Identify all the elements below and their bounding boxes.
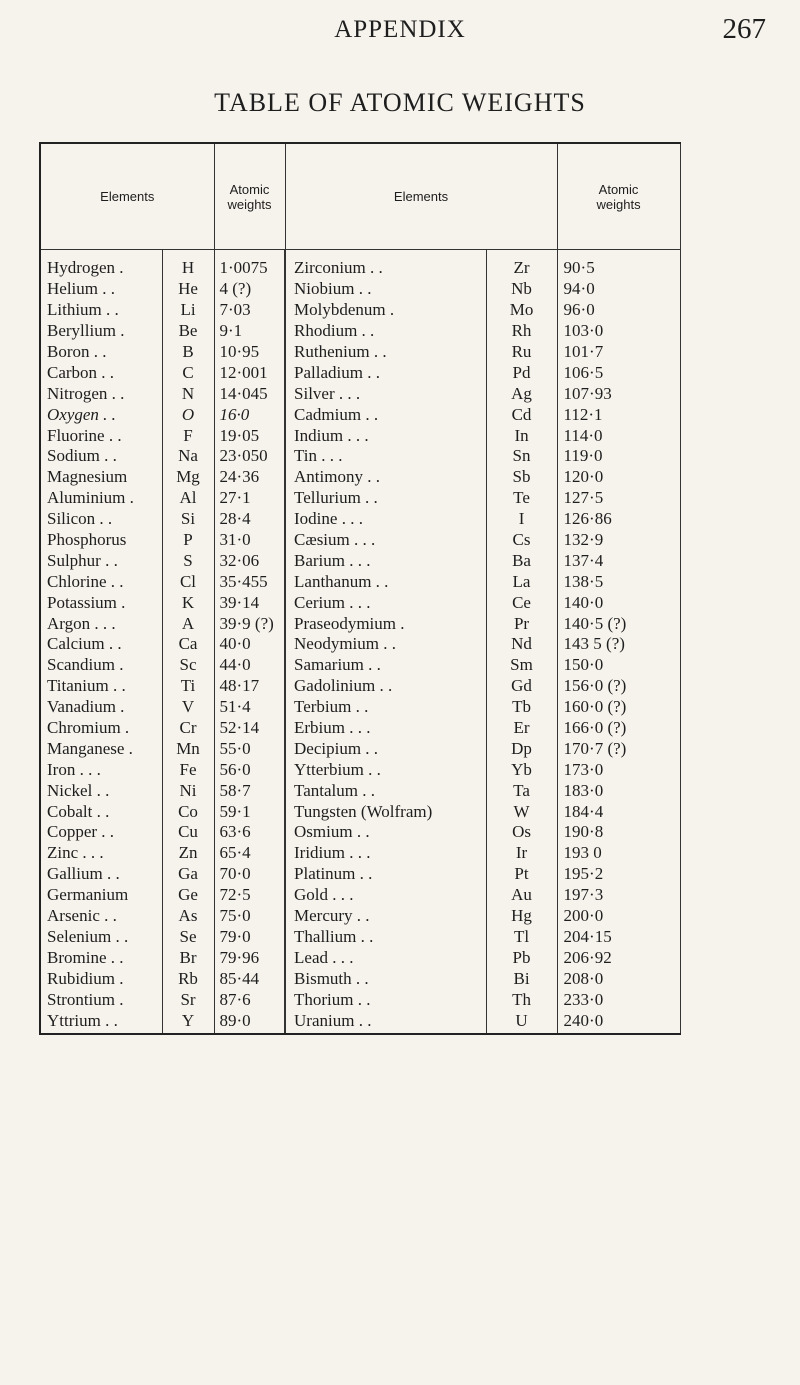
element-symbol: Sb <box>486 467 557 488</box>
element-name: Titanium . . <box>40 676 162 697</box>
atomic-weight: 14·045 <box>214 383 285 404</box>
element-name: Lanthanum . . <box>285 571 486 592</box>
element-symbol: Sc <box>162 655 214 676</box>
atomic-weight: 137·4 <box>557 550 680 571</box>
element-name: Silver . . . <box>285 383 486 404</box>
atomic-weight: 9·1 <box>214 321 285 342</box>
table-row <box>40 885 680 906</box>
element-name: Lead . . . <box>285 947 486 968</box>
element-name: Zinc . . . <box>40 843 162 864</box>
element-name: Potassium . <box>40 592 162 613</box>
element-symbol: Hg <box>486 906 557 927</box>
table-row <box>40 822 680 843</box>
atomic-weight: 56·0 <box>214 759 285 780</box>
element-name: Barium . . . <box>285 550 486 571</box>
element-symbol: La <box>486 571 557 592</box>
element-name: Chromium . <box>40 718 162 739</box>
element-name: Selenium . . <box>40 927 162 948</box>
atomic-weight: 173·0 <box>557 759 680 780</box>
atomic-weight: 140·5 (?) <box>557 613 680 634</box>
table-row <box>40 321 680 342</box>
element-symbol: B <box>162 342 214 363</box>
atomic-weight: 114·0 <box>557 425 680 446</box>
element-symbol: In <box>486 425 557 446</box>
table-row <box>40 697 680 718</box>
table-row <box>40 300 680 321</box>
element-symbol: Ca <box>162 634 214 655</box>
element-name: Palladium . . <box>285 362 486 383</box>
element-name: Iridium . . . <box>285 843 486 864</box>
element-symbol: S <box>162 550 214 571</box>
element-name: Decipium . . <box>285 738 486 759</box>
atomic-weight: 96·0 <box>557 300 680 321</box>
atomic-weight: 200·0 <box>557 906 680 927</box>
page-number: 267 <box>722 13 766 45</box>
atomic-weight: 63·6 <box>214 822 285 843</box>
element-symbol: Ce <box>486 592 557 613</box>
table-row <box>40 613 680 634</box>
atomic-weight: 90·5 <box>557 250 680 279</box>
table-row <box>40 383 680 404</box>
element-symbol: Mn <box>162 738 214 759</box>
atomic-weight: 89·0 <box>214 1010 285 1034</box>
atomic-weight: 138·5 <box>557 571 680 592</box>
table-row <box>40 655 680 676</box>
table-row <box>40 676 680 697</box>
element-name: Nickel . . <box>40 780 162 801</box>
element-symbol: A <box>162 613 214 634</box>
table-row <box>40 342 680 363</box>
element-symbol: Te <box>486 488 557 509</box>
table-row <box>40 279 680 300</box>
table-row <box>40 467 680 488</box>
table-row <box>40 801 680 822</box>
element-symbol: As <box>162 906 214 927</box>
element-name: Lithium . . <box>40 300 162 321</box>
element-name: Thorium . . <box>285 989 486 1010</box>
element-name: Thallium . . <box>285 927 486 948</box>
atomic-weight: 183·0 <box>557 780 680 801</box>
element-name: Phosphorus <box>40 530 162 551</box>
element-name: Cæsium . . . <box>285 530 486 551</box>
page-header <box>0 13 800 56</box>
element-name: Mercury . . <box>285 906 486 927</box>
element-symbol: F <box>162 425 214 446</box>
atomic-weight: 106·5 <box>557 362 680 383</box>
table-title: TABLE OF ATOMIC WEIGHTS <box>214 88 586 117</box>
atomic-weight: 40·0 <box>214 634 285 655</box>
table-row <box>40 947 680 968</box>
element-symbol: Si <box>162 509 214 530</box>
table-row <box>40 509 680 530</box>
element-name: Uranium . . <box>285 1010 486 1034</box>
atomic-weight: 140·0 <box>557 592 680 613</box>
atomic-weight: 48·17 <box>214 676 285 697</box>
header-elements-left: Elements <box>40 143 214 250</box>
element-symbol: Au <box>486 885 557 906</box>
element-name: Carbon . . <box>40 362 162 383</box>
element-name: Silicon . . <box>40 509 162 530</box>
atomic-weight: 166·0 (?) <box>557 718 680 739</box>
element-name: Bismuth . . <box>285 968 486 989</box>
atomic-weight: 103·0 <box>557 321 680 342</box>
element-name: Strontium . <box>40 989 162 1010</box>
atomic-weight: 126·86 <box>557 509 680 530</box>
element-symbol: Os <box>486 822 557 843</box>
atomic-weight: 27·1 <box>214 488 285 509</box>
atomic-weight: 24·36 <box>214 467 285 488</box>
element-name: Helium . . <box>40 279 162 300</box>
element-name: Tungsten (Wolfram) <box>285 801 486 822</box>
element-name: Rubidium . <box>40 968 162 989</box>
table-row <box>40 250 680 279</box>
element-name: Gold . . . <box>285 885 486 906</box>
element-symbol: I <box>486 509 557 530</box>
atomic-weight: 16·0 <box>214 404 285 425</box>
element-symbol: Ge <box>162 885 214 906</box>
element-symbol: Se <box>162 927 214 948</box>
element-symbol: Yb <box>486 759 557 780</box>
element-name: Tantalum . . <box>285 780 486 801</box>
element-symbol: Mo <box>486 300 557 321</box>
element-symbol: Ru <box>486 342 557 363</box>
table-row <box>40 989 680 1010</box>
atomic-weight: 35·455 <box>214 571 285 592</box>
atomic-weights-table <box>39 142 681 1035</box>
table-row <box>40 446 680 467</box>
element-name: Calcium . . <box>40 634 162 655</box>
element-name: Magnesium <box>40 467 162 488</box>
element-symbol: Ba <box>486 550 557 571</box>
atomic-weight: 156·0 (?) <box>557 676 680 697</box>
element-symbol: Ir <box>486 843 557 864</box>
element-name: Vanadium . <box>40 697 162 718</box>
atomic-weight: 12·001 <box>214 362 285 383</box>
atomic-weight: 204·15 <box>557 927 680 948</box>
table-row <box>40 530 680 551</box>
header-elements-right: Elements <box>285 143 557 250</box>
element-symbol: Mg <box>162 467 214 488</box>
atomic-weight: 197·3 <box>557 885 680 906</box>
element-symbol: Tb <box>486 697 557 718</box>
element-name: Iron . . . <box>40 759 162 780</box>
element-symbol: Y <box>162 1010 214 1034</box>
element-symbol: Zr <box>486 250 557 279</box>
atomic-weight: 1·0075 <box>214 250 285 279</box>
atomic-weight: 59·1 <box>214 801 285 822</box>
element-symbol: Rb <box>162 968 214 989</box>
table-row <box>40 362 680 383</box>
atomic-weight: 32·06 <box>214 550 285 571</box>
element-symbol: C <box>162 362 214 383</box>
atomic-weight: 195·2 <box>557 864 680 885</box>
element-symbol: Pt <box>486 864 557 885</box>
atomic-weight: 94·0 <box>557 279 680 300</box>
atomic-weight: 39·14 <box>214 592 285 613</box>
atomic-weight: 75·0 <box>214 906 285 927</box>
element-name: Germanium <box>40 885 162 906</box>
running-header: APPENDIX <box>334 16 466 43</box>
atomic-weight: 10·95 <box>214 342 285 363</box>
element-symbol: N <box>162 383 214 404</box>
table-row <box>40 718 680 739</box>
atomic-weight: 112·1 <box>557 404 680 425</box>
atomic-weight: 31·0 <box>214 530 285 551</box>
element-symbol: Sm <box>486 655 557 676</box>
element-symbol: Be <box>162 321 214 342</box>
atomic-weight: 19·05 <box>214 425 285 446</box>
element-name: Hydrogen . <box>40 250 162 279</box>
atomic-weight: 58·7 <box>214 780 285 801</box>
table-row <box>40 759 680 780</box>
header-weights-right: Atomic weights <box>557 143 680 250</box>
element-symbol: Al <box>162 488 214 509</box>
element-symbol: Rh <box>486 321 557 342</box>
element-symbol: Nd <box>486 634 557 655</box>
atomic-weight: 70·0 <box>214 864 285 885</box>
atomic-weight: 233·0 <box>557 989 680 1010</box>
element-name: Boron . . <box>40 342 162 363</box>
element-symbol: O <box>162 404 214 425</box>
atomic-weight: 160·0 (?) <box>557 697 680 718</box>
atomic-weight: 120·0 <box>557 467 680 488</box>
element-symbol: Li <box>162 300 214 321</box>
element-symbol: Pb <box>486 947 557 968</box>
element-symbol: Th <box>486 989 557 1010</box>
element-name: Beryllium . <box>40 321 162 342</box>
table-row <box>40 571 680 592</box>
table-row <box>40 634 680 655</box>
element-symbol: Gd <box>486 676 557 697</box>
atomic-weight: 87·6 <box>214 989 285 1010</box>
atomic-weight: 65·4 <box>214 843 285 864</box>
element-symbol: Sn <box>486 446 557 467</box>
element-symbol: Br <box>162 947 214 968</box>
element-name: Osmium . . <box>285 822 486 843</box>
atomic-weight: 7·03 <box>214 300 285 321</box>
atomic-weight: 51·4 <box>214 697 285 718</box>
element-symbol: Bi <box>486 968 557 989</box>
element-name: Erbium . . . <box>285 718 486 739</box>
table-row <box>40 550 680 571</box>
atomic-weight: 190·8 <box>557 822 680 843</box>
table-row <box>40 864 680 885</box>
element-name: Gadolinium . . <box>285 676 486 697</box>
element-name: Manganese . <box>40 738 162 759</box>
element-symbol: Cl <box>162 571 214 592</box>
element-name: Scandium . <box>40 655 162 676</box>
element-symbol: Ni <box>162 780 214 801</box>
element-name: Ytterbium . . <box>285 759 486 780</box>
element-name: Cadmium . . <box>285 404 486 425</box>
element-name: Iodine . . . <box>285 509 486 530</box>
table-row <box>40 592 680 613</box>
element-name: Neodymium . . <box>285 634 486 655</box>
element-name: Indium . . . <box>285 425 486 446</box>
element-name: Gallium . . <box>40 864 162 885</box>
table-row <box>40 843 680 864</box>
atomic-weight: 72·5 <box>214 885 285 906</box>
element-name: Tellurium . . <box>285 488 486 509</box>
element-symbol: Nb <box>486 279 557 300</box>
element-symbol: Er <box>486 718 557 739</box>
element-name: Sulphur . . <box>40 550 162 571</box>
element-symbol: Pd <box>486 362 557 383</box>
element-name: Ruthenium . . <box>285 342 486 363</box>
element-symbol: He <box>162 279 214 300</box>
atomic-weight: 28·4 <box>214 509 285 530</box>
element-name: Argon . . . <box>40 613 162 634</box>
element-name: Arsenic . . <box>40 906 162 927</box>
table-row <box>40 425 680 446</box>
element-name: Niobium . . <box>285 279 486 300</box>
element-symbol: K <box>162 592 214 613</box>
element-symbol: Sr <box>162 989 214 1010</box>
table-header-row <box>40 143 680 250</box>
table-row <box>40 738 680 759</box>
element-symbol: Tl <box>486 927 557 948</box>
element-name: Samarium . . <box>285 655 486 676</box>
element-symbol: Co <box>162 801 214 822</box>
element-symbol: Ta <box>486 780 557 801</box>
element-name: Molybdenum . <box>285 300 486 321</box>
table-row <box>40 1010 680 1034</box>
element-symbol: W <box>486 801 557 822</box>
element-name: Platinum . . <box>285 864 486 885</box>
element-name: Praseodymium . <box>285 613 486 634</box>
element-symbol: Fe <box>162 759 214 780</box>
atomic-weight: 184·4 <box>557 801 680 822</box>
element-symbol: U <box>486 1010 557 1034</box>
element-symbol: Cs <box>486 530 557 551</box>
header-weights-left: Atomic weights <box>214 143 285 250</box>
element-name: Zirconium . . <box>285 250 486 279</box>
element-name: Terbium . . <box>285 697 486 718</box>
atomic-weight: 193 0 <box>557 843 680 864</box>
element-symbol: Na <box>162 446 214 467</box>
element-name: Copper . . <box>40 822 162 843</box>
element-symbol: Dp <box>486 738 557 759</box>
element-name: Yttrium . . <box>40 1010 162 1034</box>
atomic-weight: 143 5 (?) <box>557 634 680 655</box>
element-symbol: Cd <box>486 404 557 425</box>
element-name: Aluminium . <box>40 488 162 509</box>
table-row <box>40 968 680 989</box>
atomic-weight: 52·14 <box>214 718 285 739</box>
table-row <box>40 780 680 801</box>
element-symbol: Ga <box>162 864 214 885</box>
element-name: Fluorine . . <box>40 425 162 446</box>
element-name: Rhodium . . <box>285 321 486 342</box>
element-symbol: H <box>162 250 214 279</box>
element-symbol: Cu <box>162 822 214 843</box>
atomic-weight: 127·5 <box>557 488 680 509</box>
element-name: Oxygen . . <box>40 404 162 425</box>
element-name: Sodium . . <box>40 446 162 467</box>
table-body <box>40 250 680 1034</box>
atomic-weight: 4 (?) <box>214 279 285 300</box>
element-symbol: Zn <box>162 843 214 864</box>
element-name: Bromine . . <box>40 947 162 968</box>
atomic-weight: 150·0 <box>557 655 680 676</box>
atomic-weight: 79·96 <box>214 947 285 968</box>
atomic-weight: 240·0 <box>557 1010 680 1034</box>
atomic-weight: 206·92 <box>557 947 680 968</box>
atomic-weight: 79·0 <box>214 927 285 948</box>
table-row <box>40 906 680 927</box>
element-symbol: Ag <box>486 383 557 404</box>
atomic-weight: 119·0 <box>557 446 680 467</box>
element-name: Tin . . . <box>285 446 486 467</box>
atomic-weight: 55·0 <box>214 738 285 759</box>
atomic-weight: 44·0 <box>214 655 285 676</box>
element-symbol: V <box>162 697 214 718</box>
table-row <box>40 488 680 509</box>
element-name: Nitrogen . . <box>40 383 162 404</box>
element-name: Cobalt . . <box>40 801 162 822</box>
table-row <box>40 404 680 425</box>
element-name: Antimony . . <box>285 467 486 488</box>
element-symbol: Cr <box>162 718 214 739</box>
atomic-weight: 170·7 (?) <box>557 738 680 759</box>
element-name: Cerium . . . <box>285 592 486 613</box>
atomic-weight: 132·9 <box>557 530 680 551</box>
atomic-weight: 107·93 <box>557 383 680 404</box>
atomic-weight: 101·7 <box>557 342 680 363</box>
atomic-weight: 85·44 <box>214 968 285 989</box>
element-symbol: P <box>162 530 214 551</box>
atomic-weight: 23·050 <box>214 446 285 467</box>
table-row <box>40 927 680 948</box>
element-symbol: Ti <box>162 676 214 697</box>
element-symbol: Pr <box>486 613 557 634</box>
element-name: Chlorine . . <box>40 571 162 592</box>
atomic-weight: 208·0 <box>557 968 680 989</box>
atomic-weight: 39·9 (?) <box>214 613 285 634</box>
